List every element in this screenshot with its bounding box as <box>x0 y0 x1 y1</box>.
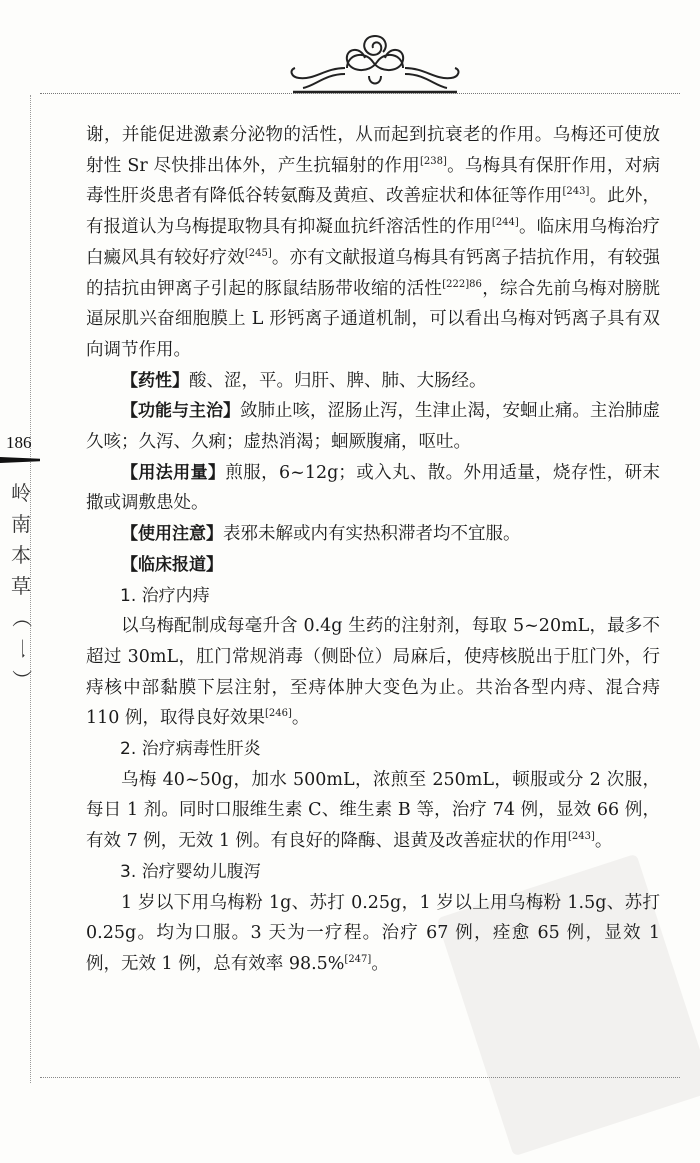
citation: [243] <box>562 186 590 198</box>
citation: [222]86 <box>442 278 482 290</box>
page-number-bar <box>0 457 40 463</box>
clinical-item-heading: 3. 治疗婴幼儿腹泻 <box>120 861 261 882</box>
header-ornament-icon <box>285 28 465 98</box>
clinical-label: 【临床报道】 <box>121 554 223 575</box>
citation: [243] <box>568 831 595 843</box>
page-number: 186 <box>6 433 32 452</box>
side-title-char: ） <box>9 669 34 690</box>
properties-section <box>86 366 660 397</box>
clinical-item-text: 以乌梅配制成每毫升含 0.4g 生药的注射剂，每取 5~20mL，最多不超过 30mL，肛门常规消毒（侧卧位）局麻后，使痔核脱出于肛门外，行痔核中部黏膜下层注射，至痔体肿大变色为止。共治各型内痔、混合痔 110 例，取得良好效果[246]。 <box>86 616 660 729</box>
citation: [246] <box>264 708 292 720</box>
clinical-item-text: 乌梅 40~50g，加水 500mL，浓煎至 250mL，顿服或分 2 次服，每日 1 剂。同时口服维生素 C、维生素 B 等，治疗 74 例，显效 66 例，有效 7 例，无效 1 例。有良好的降酶、退黄及改善症状的作用[243]。 <box>86 769 660 852</box>
clinical-item-text: 1 岁以下用乌梅粉 1g、苏打 0.25g，1 岁以上用乌梅粉 1.5g、苏打 0.25g。均为口服。3 天为一疗程。治疗 67 例，痊愈 65 例，显效 1 例，无效 1 例，总有效率 98.5%[247]。 <box>86 892 660 974</box>
dosage-section <box>86 458 660 519</box>
citation: [238] <box>419 155 447 167</box>
side-title-char: （ <box>9 607 34 628</box>
cautions-section <box>86 519 660 550</box>
bottom-rule <box>40 1077 680 1078</box>
properties-text: 酸、涩，平。归肝、脾、肺、大肠经。 <box>189 370 487 391</box>
clinical-item-heading: 2. 治疗病毒性肝炎 <box>120 739 261 760</box>
functions-label: 【功能与主治】 <box>121 401 240 422</box>
cautions-text: 表邪未解或内有实热积滞者均不宜服。 <box>223 524 521 545</box>
functions-text: 敛肺止咳，涩肠止泻，生津止渴，安蛔止痛。主治肺虚久咳；久泻、久痢；虚热消渴；蛔厥腹痛，呕吐。 <box>86 401 660 453</box>
citation: [244] <box>491 217 519 229</box>
dosage-text: 煎服，6~12g；或入丸、散。外用适量，烧存性，研末撒或调敷患处。 <box>86 462 660 514</box>
functions-section <box>86 396 660 457</box>
citation: [247] <box>344 954 372 966</box>
side-title-char: 南 <box>11 512 31 536</box>
clinical-item-heading: 1. 治疗内痔 <box>120 585 210 606</box>
main-text <box>86 120 660 980</box>
top-rule <box>40 93 680 94</box>
side-title-char: 草 <box>11 574 31 598</box>
cautions-label: 【使用注意】 <box>121 524 223 545</box>
side-title-char: 一 <box>9 638 34 659</box>
book-side-title <box>7 478 35 695</box>
side-title-char: 岭 <box>11 481 31 505</box>
clinical-section <box>86 550 660 581</box>
pharmacology-paragraph: 谢，并能促进激素分泌物的活性，从而起到抗衰老的作用。乌梅还可使放射性 Sr 尽快排出体外，产生抗辐射的作用[238]。乌梅具有保肝作用，对病毒性肝炎患者有降低谷转氨酶及黄疸、改善症状和体征等作用[243]。此外，有报道认为乌梅提取物具有抑凝血抗纤溶活性的作用[244]。临床用乌梅治疗白癜风具有较好疗效[245]。亦有文献报道乌梅具有钙离子拮抗作用，有较强的拮抗由钾离子引起的豚鼠结肠带收缩的活性$^{[222]86}$，综合先前乌梅对膀胱逼尿肌兴奋细胞膜上 L 形钙离子通道机制，可以看出乌梅对钙离子具有双向调节作用。 <box>86 125 661 360</box>
citation: [245] <box>244 247 272 259</box>
side-title-char: 本 <box>11 543 31 567</box>
dosage-label: 【用法用量】 <box>121 462 226 483</box>
properties-label: 【药性】 <box>121 370 189 391</box>
